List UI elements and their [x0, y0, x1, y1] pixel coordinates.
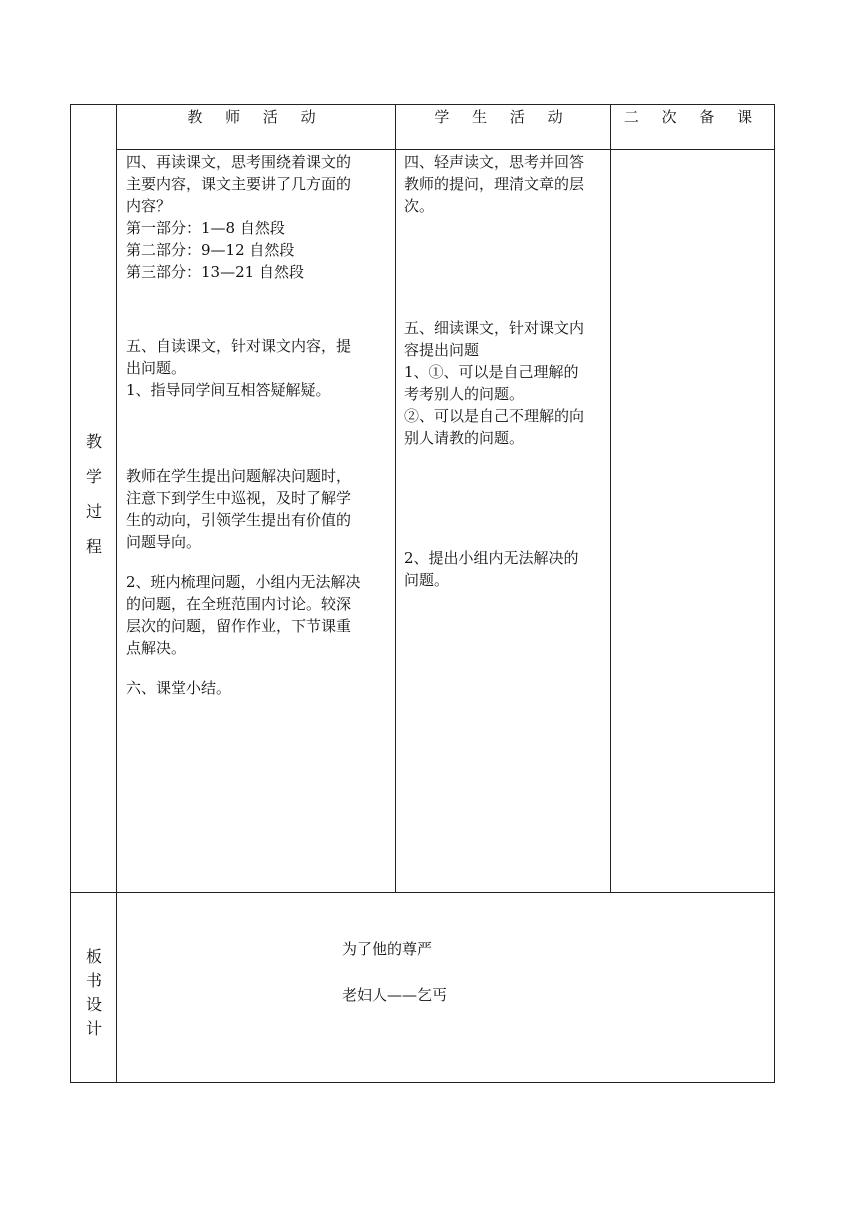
student-second-divider: [610, 104, 611, 893]
side-column-divider: [116, 104, 117, 1083]
board-title: 为了他的尊严: [342, 940, 433, 958]
table-border-bottom: [70, 1082, 775, 1083]
side-label-board-design: 板 书 设 计: [85, 947, 102, 1038]
teacher-activity-content: 四、再读课文，思考围绕着课文的 主要内容，课文主要讲了几方面的 内容？ 第一部分：1—8 自然段 第二部分：9—12 自然段 第三部分：13—21 自然段 五、自读课文，针对课文内容，提 出问题。 1、指导同学间互相答疑解疑。 教师在学生提出问题解决问题时， 注意下到学生中巡视，及时了解学 生的动向，引领学生提出有价值的 问题导向。 2、班内梳理问题，小组内无法解决 的问题，在全班范围内讨论。较深 层次的问题，留作作业，下节课重 点解决。 六、课堂小结。: [126, 153, 361, 697]
header-teacher-activity: 教 师 活 动: [187, 108, 325, 126]
table-border-top: [70, 104, 775, 105]
student-activity-content: 四、轻声读文，思考并回答 教师的提问，理清文章的层 次。 五、细读课文，针对课文内 容提出问题 1、①、可以是自己理解的 考考别人的问题。 ②、可以是自己不理解的向 别人请教的问题。 2、提出小组内无法解决的 问题。: [404, 153, 585, 589]
table-border-right: [774, 104, 775, 1083]
table-border-left: [70, 104, 71, 1083]
header-second-prep: 二 次 备 课: [623, 108, 762, 126]
header-student-activity: 学 生 活 动: [434, 108, 572, 126]
teacher-student-divider: [395, 104, 396, 893]
board-line: 老妇人——乞丐: [342, 986, 448, 1004]
section-divider: [70, 892, 775, 893]
side-label-teaching-process: 教 学 过 程: [85, 432, 102, 556]
header-divider: [117, 149, 775, 150]
